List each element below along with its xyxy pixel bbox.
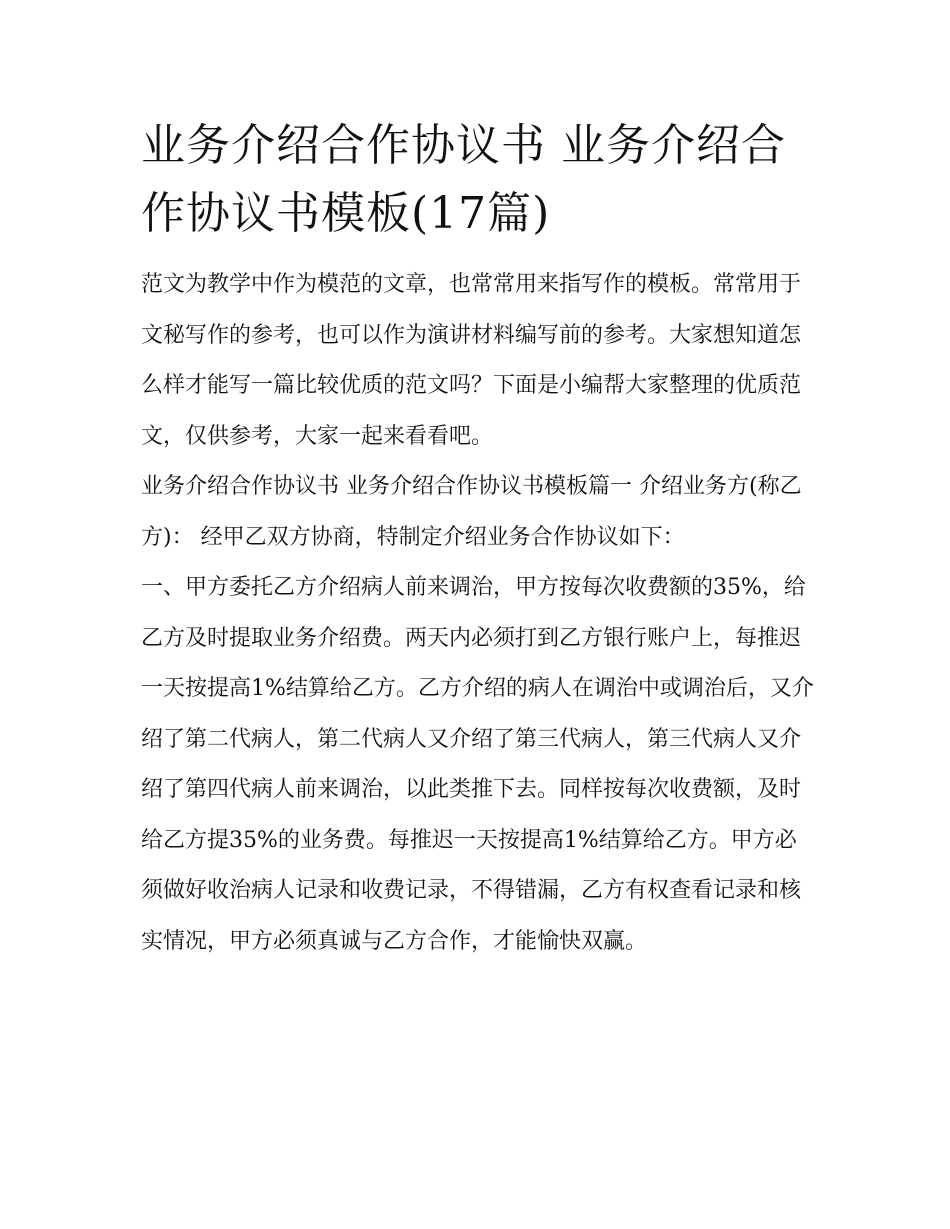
intro-paragraph: 范文为教学中作为模范的文章，也常常用来指写作的模板。常常用于文秘写作的参考，也可以作为演讲材料编写前的参考。大家想知道怎么样才能写一篇比较优质的范文吗？下面是小编帮大家整理的优质范文，仅供参考，大家一起来看看吧。 [141,272,802,449]
document-page [141,112,816,967]
document-title: 业务介绍合作协议书 业务介绍合作协议书模板(17篇) [141,120,786,239]
agreement-heading-paragraph: 业务介绍合作协议书 业务介绍合作协议书模板篇一 介绍业务方(称乙方)： 经甲乙双方协商，特制定介绍业务合作协议如下： [141,474,802,550]
clause-one-paragraph: 一、甲方委托乙方介绍病人前来调治，甲方按每次收费额的35%，给乙方及时提取业务介绍费。两天内必须打到乙方银行账户上，每推迟一天按提高1%结算给乙方。乙方介绍的病人在调治中或调治后，又介绍了第二代病人，第二代病人又介绍了第三代病人，第三代病人又介绍了第四代病人前来调治，以此类推下去。同样按每次收费额，及时给乙方提35%的业务费。每推迟一天按提高1%结算给乙方。甲方必须做好收治病人记录和收费记录，不得错漏，乙方有权查看记录和核实情况，甲方必须真诚与乙方合作，才能愉快双赢。 [141,575,814,954]
